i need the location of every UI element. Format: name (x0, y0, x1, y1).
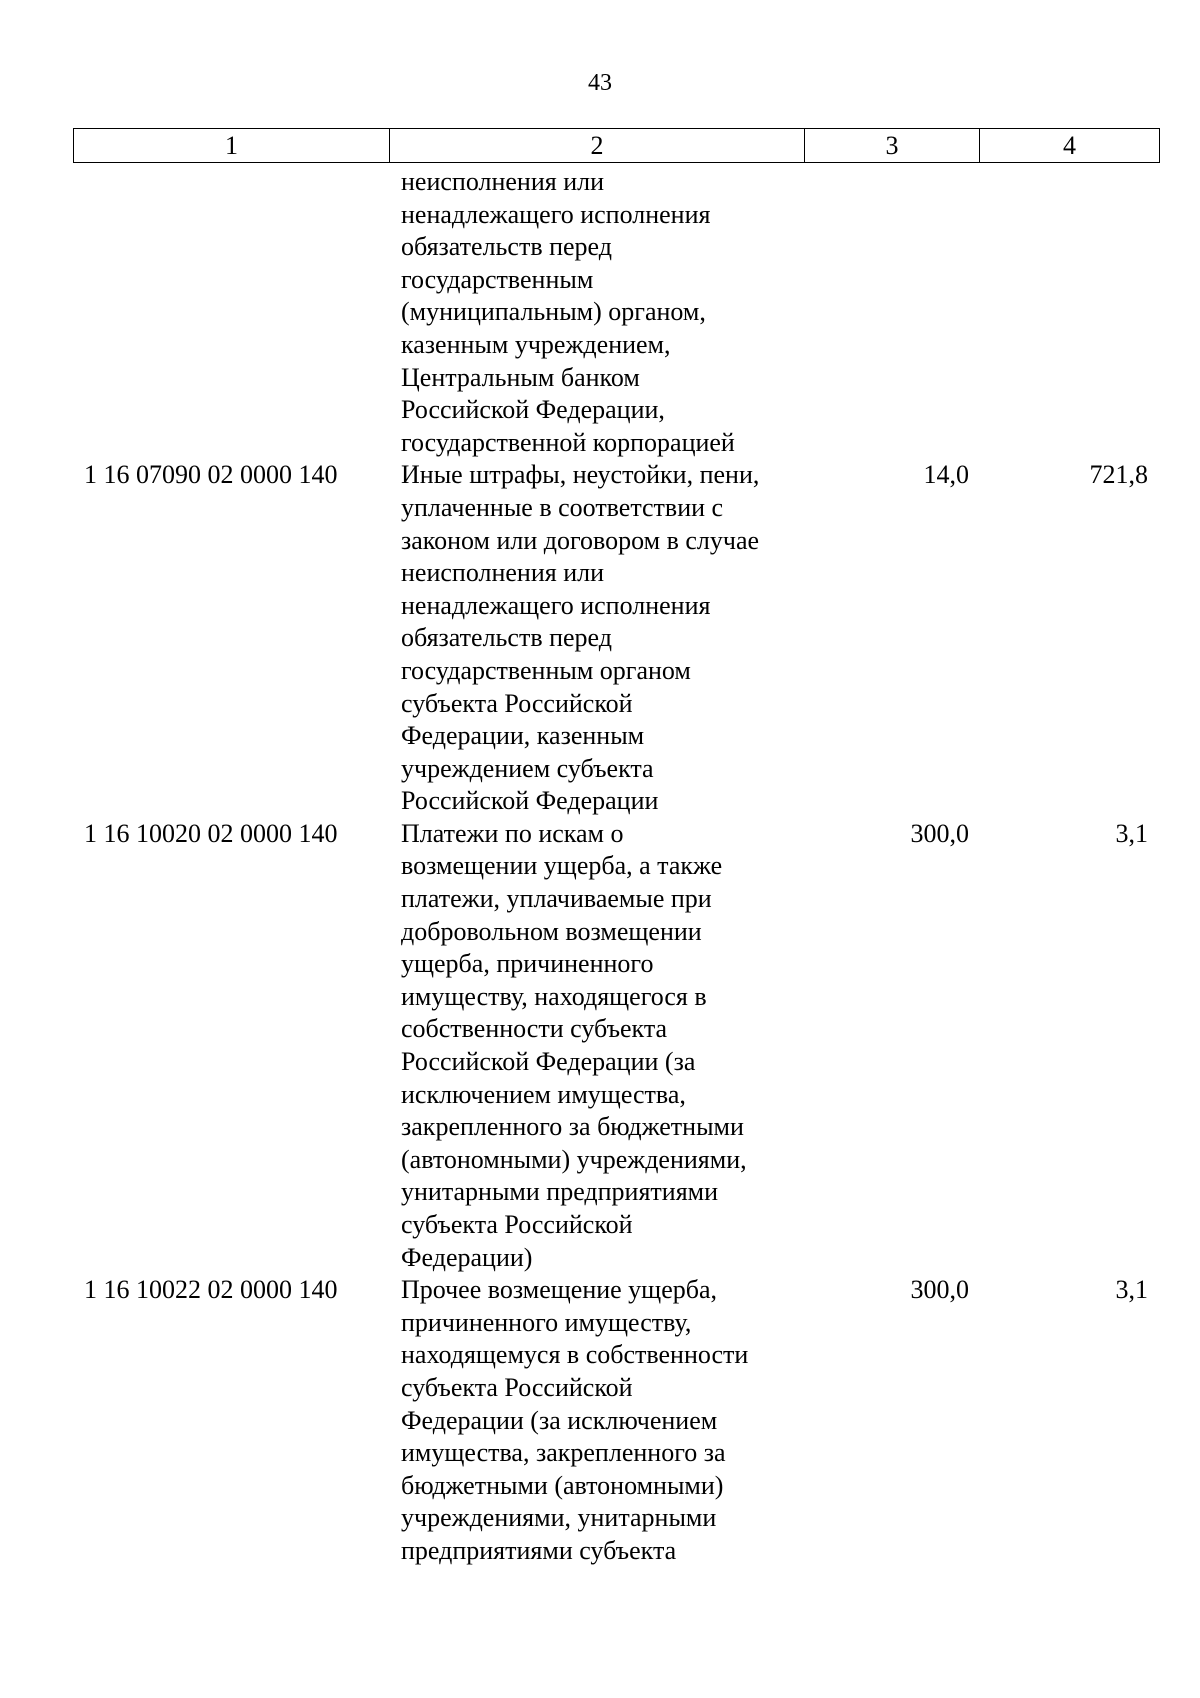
description-line: причиненного имуществу, (401, 1307, 692, 1337)
column-header-1: 1 (74, 129, 390, 162)
description-line: возмещении ущерба, а также (401, 851, 723, 881)
description-line: имущества, закрепленного за (401, 1438, 726, 1468)
value-cell-col3 (804, 818, 979, 1274)
description-line: субъекта Российской (401, 688, 633, 718)
description-line: Российской Федерации (401, 786, 659, 816)
code-cell (73, 818, 389, 1274)
table-row (73, 459, 1160, 818)
table-body (73, 166, 1160, 1568)
value-cell-col4 (979, 459, 1160, 818)
column-header-2: 2 (390, 129, 805, 162)
description-line: закрепленного за бюджетными (401, 1112, 744, 1142)
budget-code: 1 16 07090 02 0000 140 (84, 460, 338, 490)
description-line: неисполнения или (401, 167, 604, 196)
description-line: (муниципальным) органом, (401, 297, 706, 327)
table-header (73, 128, 1160, 163)
description-line: Российской Федерации (за (401, 1047, 696, 1077)
value-col3: 300,0 (910, 818, 969, 848)
value-col3: 14,0 (923, 460, 969, 490)
table-row (73, 1274, 1160, 1567)
description-line: предприятиями субъекта (401, 1535, 677, 1565)
column-header-4: 4 (1063, 130, 1076, 160)
value-cell-col3 (804, 166, 979, 459)
description-line: бюджетными (автономными) (401, 1470, 724, 1500)
budget-code: 1 16 10020 02 0000 140 (84, 818, 338, 848)
value-cell-col4 (979, 818, 1160, 1274)
description-line: (автономными) учреждениями, (401, 1144, 747, 1174)
description-cell (389, 818, 804, 1274)
code-cell (73, 166, 389, 459)
code-cell (73, 1274, 389, 1567)
value-cell-col3 (804, 1274, 979, 1567)
continuation-row (73, 166, 1160, 459)
value-cell-col4 (979, 166, 1160, 459)
description-line: обязательств перед (401, 232, 612, 262)
value-col4: 3,1 (1115, 1275, 1148, 1305)
description-line: казенным учреждением, (401, 329, 671, 359)
description-line: имуществу, находящегося в (401, 981, 707, 1011)
table-row (73, 818, 1160, 1274)
description-line: Центральным банком (401, 362, 640, 392)
value-col4: 721,8 (1089, 460, 1148, 490)
description-line: Федерации (за исключением (401, 1405, 718, 1435)
description-line: законом или договором в случае (401, 525, 760, 555)
value-cell-col4 (979, 1274, 1160, 1567)
description-line: собственности субъекта (401, 1014, 668, 1044)
description-cell (389, 459, 804, 818)
description-line: находящемуся в собственности (401, 1340, 749, 1370)
description-line: Иные штрафы, неустойки, пени, (401, 460, 760, 490)
description-line: государственной корпорацией (401, 427, 735, 457)
value-col3: 300,0 (910, 1275, 969, 1305)
description-cell (389, 166, 804, 459)
code-cell (73, 459, 389, 818)
value-col4: 3,1 (1115, 818, 1148, 848)
description-line: государственным (401, 264, 594, 294)
description-line: платежи, уплачиваемые при (401, 884, 712, 914)
description-cell (389, 1274, 804, 1567)
description-line: обязательств перед (401, 623, 612, 653)
description-line: государственным органом (401, 655, 691, 685)
description-line: Федерации) (401, 1242, 533, 1272)
description-line: Федерации, казенным (401, 721, 645, 751)
description-line: ущерба, причиненного (401, 949, 654, 979)
description-line: Платежи по искам о (401, 818, 624, 848)
description-line: субъекта Российской (401, 1210, 633, 1239)
page-number: 43 (588, 70, 612, 96)
description-line: исключением имущества, (401, 1079, 686, 1109)
description-line: неисполнения или (401, 558, 604, 588)
description-line: Прочее возмещение ущерба, (401, 1275, 718, 1305)
description-line: субъекта Российской (401, 1372, 633, 1402)
value-cell-col3 (804, 459, 979, 818)
description-line: учреждением субъекта (401, 753, 654, 783)
description-line: учреждениями, унитарными (401, 1503, 717, 1533)
description-line: добровольном возмещении (401, 916, 702, 946)
description-line: ненадлежащего исполнения (401, 199, 711, 229)
description-line: ненадлежащего исполнения (401, 590, 711, 620)
description-line: уплаченные в соответствии с (401, 492, 724, 522)
description-line: Российской Федерации, (401, 395, 665, 425)
description-line: унитарными предприятиями (401, 1177, 719, 1207)
budget-code: 1 16 10022 02 0000 140 (84, 1275, 338, 1305)
column-header-3: 3 (805, 129, 980, 162)
